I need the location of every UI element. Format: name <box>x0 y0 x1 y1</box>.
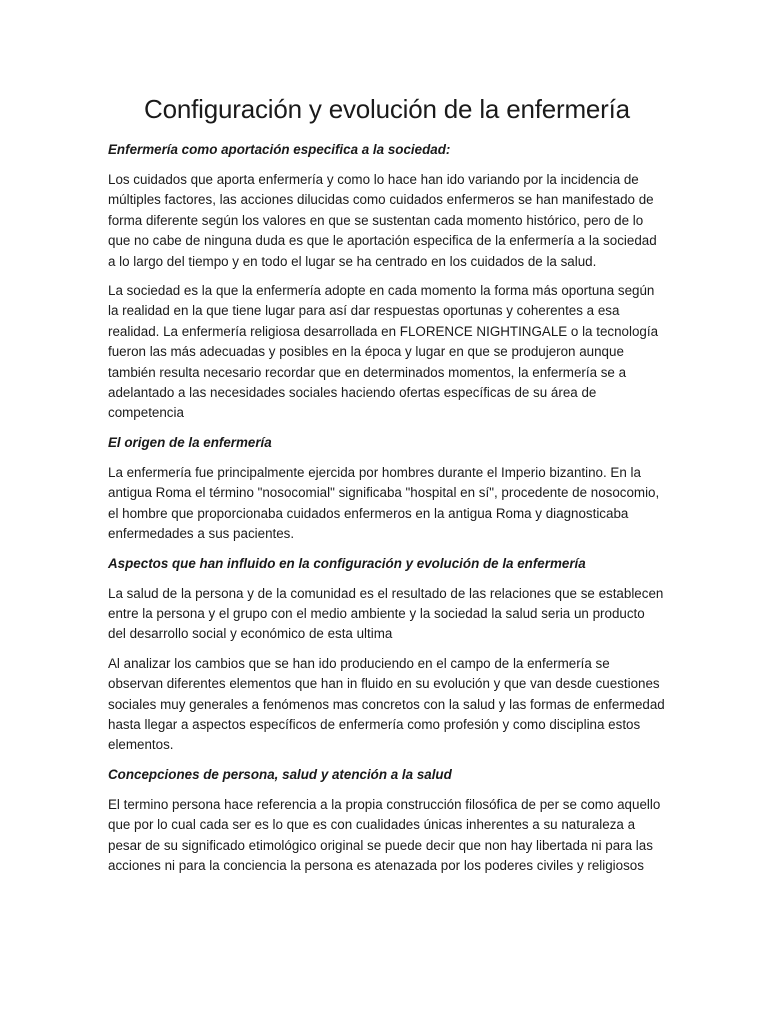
section-origen <box>108 433 666 545</box>
paragraph: Los cuidados que aporta enfermería y como lo hace han ido variando por la incidencia de múltiples factores, las acciones dilucidas como cuidados enfermeros se han manifestado de forma diferente según los valores en que se sustentan cada momento histórico, pero de lo que no cabe de ninguna duda es que le aportación especifica de la enfermería a la sociedad a lo largo del tiempo y en todo el lugar se ha centrado en los cuidados de la salud. <box>108 172 657 269</box>
paragraph: El termino persona hace referencia a la propia construcción filosófica de per se como aquello que por lo cual cada ser es lo que es con cualidades únicas inherentes a su naturaleza a pesar de su significado etimológico original se puede decir que non hay libertada ni para las acciones ni para la conciencia la persona es atenazada por los poderes civiles y religiosos <box>108 796 661 873</box>
section-concepciones <box>108 765 666 877</box>
paragraph: Al analizar los cambios que se han ido produciendo en el campo de la enfermería se observan diferentes elementos que han in fluido en su evolución y que van desde cuestiones sociales muy generales a fenómenos mas concretos con la salud y las formas de enfermedad hasta llegar a aspectos específicos de enfermería como profesión y como disciplina estos elementos. <box>108 655 665 753</box>
section-heading: Enfermería como aportación especifica a la sociedad: <box>108 142 451 157</box>
paragraph: La salud de la persona y de la comunidad es el resultado de las relaciones que se establecen entre la persona y el grupo con el medio ambiente y la sociedad la salud seria un producto del desarrollo social y económico de esta ultima <box>108 585 664 642</box>
paragraph: La enfermería fue principalmente ejercida por hombres durante el Imperio bizantino. En la antigua Roma el término "nosocomial" significaba "hospital en sí", procedente de nosocomio, el hombre que proporcionaba cuidados enfermeros en la antigua Roma y diagnosticaba enfermedades a sus pacientes. <box>108 464 660 542</box>
section-heading: Aspectos que han influido en la configuración y evolución de la enfermería <box>108 555 586 571</box>
section-aportacion <box>108 140 666 424</box>
section-aspectos <box>108 554 666 756</box>
section-heading: El origen de la enfermería <box>108 434 272 450</box>
document-title: Configuración y evolución de la enfermería <box>144 94 630 124</box>
section-heading: Concepciones de persona, salud y atención a la salud <box>108 766 452 782</box>
paragraph: La sociedad es la que la enfermería adopte en cada momento la forma más oportuna según la realidad en la que tiene lugar para así dar respuestas oportunas y coherentes a esa realidad. La enfermería religiosa desarrollada en FLORENCE NIGHTINGALE o la tecnología fueron las más adecuadas y posibles en la época y lugar en que se produjeron aunque también resulta necesario recordar que en determinados momentos, la enfermería se a adelantado a las necesidades sociales haciendo ofertas específicas de su área de competencia <box>108 283 659 421</box>
